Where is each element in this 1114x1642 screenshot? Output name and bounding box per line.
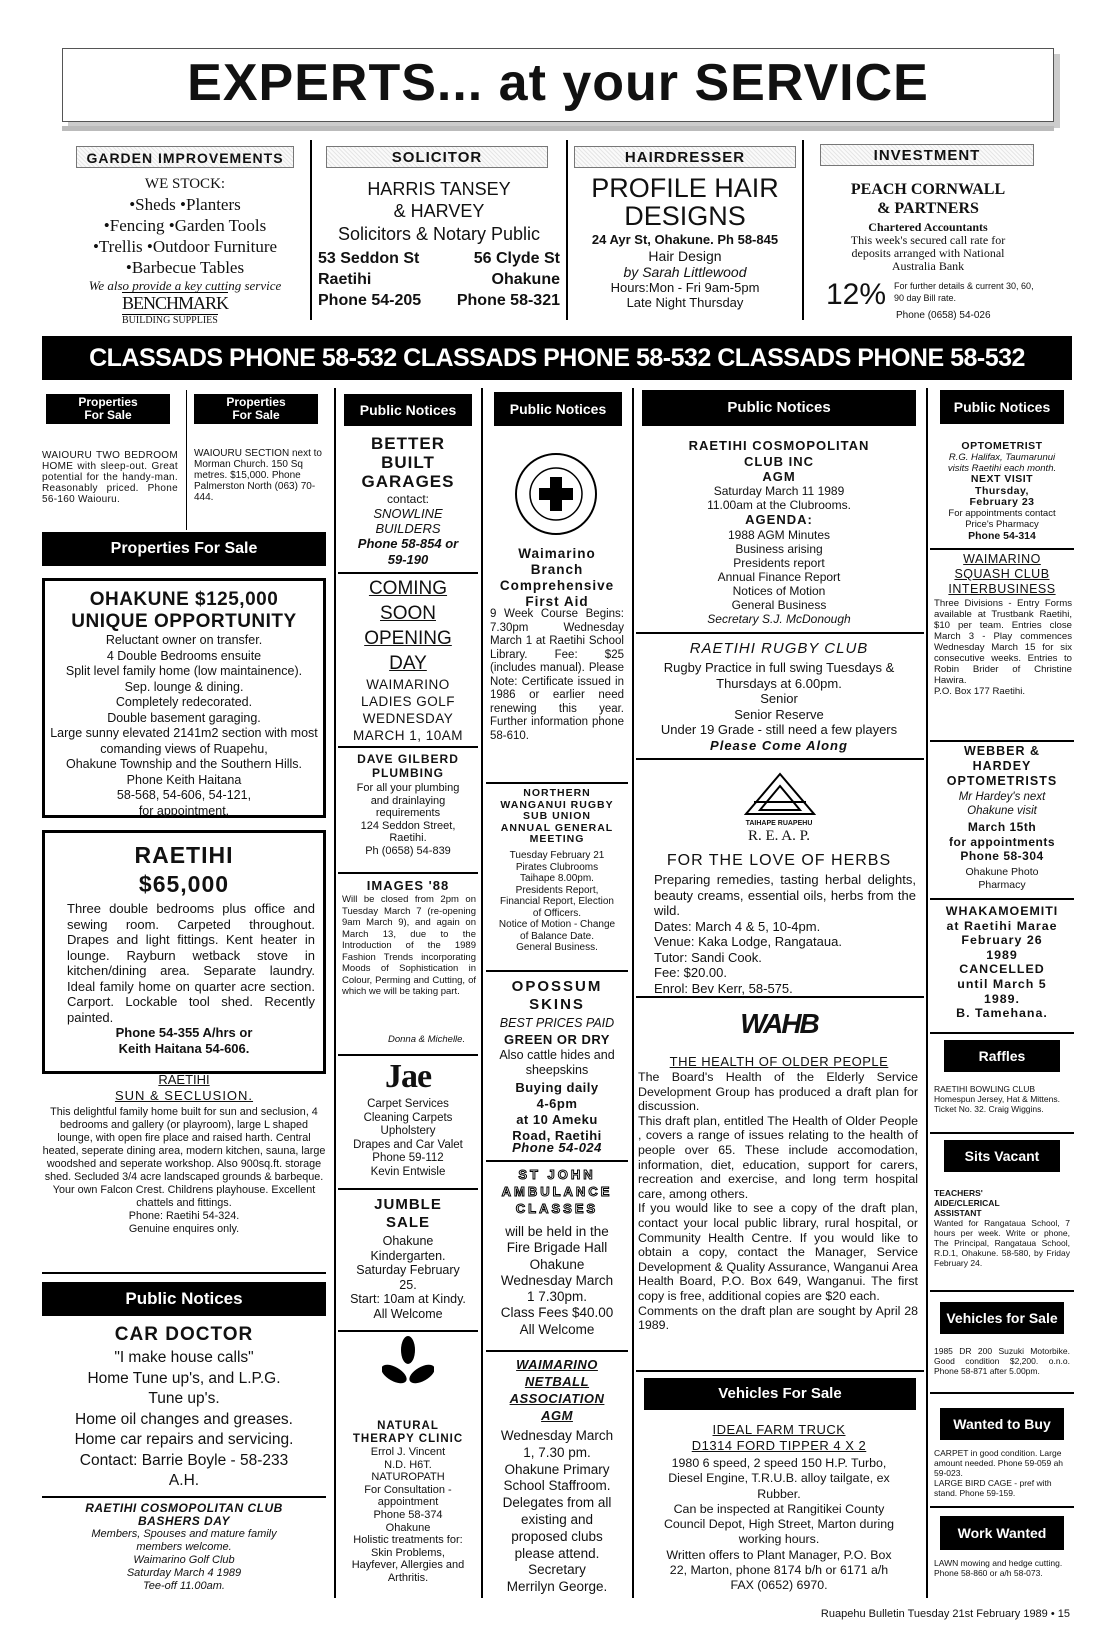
divider bbox=[486, 782, 628, 784]
reap-title: FOR THE LOVE OF HERBS bbox=[666, 852, 892, 869]
suzuki-body: 1985 DR 200 Suzuki Motorbike. Good condition $2,200. o.n.o. Phone 58-871 after 5.00pm. bbox=[934, 1346, 1070, 1376]
divider bbox=[930, 740, 1074, 742]
section-header-label: Public Notices bbox=[125, 1289, 243, 1309]
divider bbox=[636, 1370, 924, 1372]
header-strip bbox=[62, 126, 1054, 131]
redcross-body: 9 Week Course Begins: 7.30pm Wednesday March 1 at Raetihi School Library. Fee: $25 (includes manual). Please Note: Certificate issued in 1986 or earlier need renewing this year. Further information phone 58-610. bbox=[490, 608, 624, 742]
page-footer: Ruapehu Bulletin Tuesday 21st February 1989 • 15 bbox=[820, 1608, 1070, 1620]
seclusion-title2: SUN & SECLUSION. bbox=[114, 1088, 254, 1103]
section-header-vehicles bbox=[940, 1302, 1064, 1334]
section-header-properties: Properties For Sale bbox=[46, 394, 170, 424]
health-body: The Board's Health of the Elderly Service Development Group has produced a draft plan for discussion. This draft plan, entitled The Health of Older People , covers a range of issues relating to the health of people over 65. These include accomodation, information, diet, education, support for carers, recreation and exercise, and long term hospital care, among others. If you would like to see a copy of the draft plan, contact your local public library, rural hospital, or Community Health Centre. If you would like to obtain a copy, contact the Manager, Service Development & Quality Assurance, Wanganui Area Health Board, P.O. Box 649, Wanganui. The first copy is free, additional copies are $20 each. Comments on the draft plan are sought by April 28 1989. bbox=[638, 1070, 918, 1333]
column-rule bbox=[481, 388, 483, 1598]
therapy-title: NATURAL THERAPY CLINIC bbox=[352, 1420, 464, 1445]
divider bbox=[338, 872, 478, 874]
divider bbox=[930, 1132, 1074, 1134]
carpet-body: CARPET in good condition. Large amount needed. Phone 59-059 ah 59-023. bbox=[934, 1448, 1064, 1478]
section-header-label: Sits Vacant bbox=[964, 1147, 1040, 1164]
section-header-label: Public Notices bbox=[359, 401, 457, 418]
stjohn-body: will be held in the Fire Brigade Hall Ohakune Wednesday March 1 7.30pm. Class Fees $40.00 All Welcome bbox=[500, 1224, 614, 1337]
cosmo-secretary: Secretary S.J. McDonough bbox=[707, 612, 851, 626]
section-header-public-notices bbox=[642, 390, 916, 426]
section-header-properties bbox=[42, 532, 326, 566]
garden-service: We also provide a key cutting service bbox=[88, 278, 282, 293]
squash-body: Three Divisions - Entry Forms available at Trustbank Raetihi, $10 per team. Entries close March 3 - Play commences Wednesday March 15 for six consecutive weeks. Entries to Robin Brider of Christine Hawira. P.O. Box 177 Raetihi. bbox=[934, 598, 1072, 697]
cosmo-title: RAETIHI COSMOPOLITAN CLUB INC AGM bbox=[688, 438, 870, 484]
section-header-public-notices bbox=[344, 394, 472, 426]
wahb-logo: WAHB bbox=[740, 1008, 818, 1039]
images-body: Will be closed from 2pm on Tuesday March 7 (re-opening 9am March 9), and again on March 13, due to the Introduction of the 1989 Fashion Trends incorporating Moods of Sophistication in Colour, Perming and Cutting, of which we will be taking part. bbox=[342, 894, 476, 997]
opossum-body1: GREEN OR DRY bbox=[504, 1032, 610, 1047]
solicitor-heading: SOLICITOR bbox=[326, 146, 548, 168]
ohakune-ad bbox=[42, 578, 326, 818]
truck-title: IDEAL FARM TRUCK D1314 FORD TIPPER 4 X 2 bbox=[691, 1422, 867, 1453]
section-header-label: Vehicles for Sale bbox=[946, 1309, 1058, 1326]
investment-heading: INVESTMENT bbox=[820, 144, 1034, 166]
opossum-body3: Buying daily 4-6pm at 10 Ameku Road, Raetihi bbox=[512, 1080, 602, 1143]
column-rule bbox=[926, 388, 928, 1598]
hairdresser-body: Hair Design bbox=[648, 248, 722, 264]
divider bbox=[930, 548, 1074, 550]
garden-heading: GARDEN IMPROVEMENTS bbox=[76, 146, 294, 168]
seclusion-body: This delightful family home built for sun and seclusion, 4 bedrooms and gallery (or playroom), large L shaped lounge, with open fire place and raised harth. Central heated, seperate dining area, modern kitchen, sauna, large woodshed and seperate workshop. Also 900sq.ft. storage shed. Secluded 3/4 acre landscaped grounds & barbeque. Your own Falcon Crest. Childrens playhouse. Excellent chattels and fittings. Phone: Raetihi 54-324. Genuine enquires only. bbox=[42, 1106, 326, 1235]
red-cross-seal-icon bbox=[514, 452, 598, 536]
reap-logo: R. E. A. P. bbox=[747, 828, 811, 844]
images-title: IMAGES '88 bbox=[366, 878, 450, 893]
images-signature: Donna & Michelle. bbox=[388, 1034, 466, 1045]
garden-ad bbox=[70, 140, 300, 330]
divider bbox=[930, 1392, 1074, 1394]
hairdresser-hours: Hours:Mon - Fri 9am-5pm Late Night Thursday bbox=[610, 280, 760, 310]
hairdresser-ad bbox=[574, 140, 796, 320]
seclusion-title: RAETIHI bbox=[158, 1072, 210, 1087]
divider bbox=[338, 746, 478, 748]
hairdresser-name: PROFILE HAIR DESIGNS bbox=[591, 173, 779, 231]
section-header-label: Public Notices bbox=[727, 399, 831, 417]
plumbing-title: DAVE GILBERD PLUMBING bbox=[357, 752, 459, 780]
divider bbox=[310, 140, 312, 320]
divider bbox=[930, 898, 1074, 900]
birdcage-body: LARGE BIRD CAGE - pref with stand. Phone 59-159. bbox=[934, 1478, 1052, 1498]
garages-name: SNOWLINE BUILDERS bbox=[373, 506, 443, 536]
hairdresser-by: by Sarah Littlewood bbox=[623, 264, 747, 280]
divider bbox=[930, 1290, 1074, 1292]
section-header-sits-vacant bbox=[944, 1140, 1060, 1172]
investment-ad bbox=[812, 140, 1044, 330]
raetihi-ad bbox=[42, 830, 326, 1074]
section-header-properties: Properties For Sale bbox=[194, 394, 318, 424]
section-header-label: Work Wanted bbox=[957, 1524, 1047, 1541]
divider bbox=[930, 1032, 1074, 1034]
section-header-label: Vehicles For Sale bbox=[718, 1385, 842, 1403]
marae-body: WHAKAMOEMITI at Raetihi Marae February 26 1989 CANCELLED until March 5 1989. B. Tamehana. bbox=[945, 904, 1059, 1021]
solicitor-firm: HARRIS TANSEY & HARVEY bbox=[367, 179, 511, 221]
divider bbox=[338, 1330, 478, 1332]
garden-stock-label: WE STOCK: bbox=[144, 176, 226, 192]
section-header-public-notices bbox=[494, 392, 622, 426]
classads-banner bbox=[42, 336, 1072, 380]
investment-phone: Phone (0658) 54-026 bbox=[896, 310, 991, 321]
therapy-body: Errol J. Vincent N.D. H6T. NATUROPATH For Consultation - appointment Phone 58-374 Ohakune Holistic treatments for: Skin Problems, Hayfever, Allergies and Arthritis. bbox=[351, 1446, 465, 1584]
opossum-body2: Also cattle hides and sheepskins bbox=[499, 1048, 615, 1077]
car-doctor-title: CAR DOCTOR bbox=[114, 1324, 254, 1345]
health-title: THE HEALTH OF OLDER PEOPLE bbox=[669, 1054, 889, 1069]
rugby-agm-body: Tuesday February 21 Pirates Clubrooms Taihape 8.00pm. Presidents Report, Financial Report, Election of Officers. Notice of Motion - Change of Balance Date. General Business. bbox=[498, 850, 616, 953]
divider bbox=[42, 1496, 326, 1498]
garages-contact: contact: bbox=[386, 492, 430, 506]
divider bbox=[338, 1054, 478, 1056]
raetihi-title: RAETIHI $65,000 bbox=[134, 842, 234, 897]
ohakune-body: Reluctant owner on transfer. 4 Double Bedrooms ensuite Split level family home (low maintainence). Sep. lounge & dining. Completely redecorated. Double basement garaging. Large sunny elevated 2141m2 section with most comanding views of Ruapehu, Ohakune Township and the Southern Hills. Phone Keith Haitana 58-568, 54-606, 54-121, for appointment. bbox=[50, 633, 318, 818]
section-header-label: Properties For Sale bbox=[110, 539, 258, 557]
classads-banner-text: CLASSADS PHONE 58-532 CLASSADS PHONE 58-532 CLASSADS PHONE 58-532 bbox=[89, 344, 1025, 372]
jae-body: Carpet Services Cleaning Carpets Upholstery Drapes and Car Valet Phone 59-112 Kevin Entwisle bbox=[353, 1098, 463, 1178]
page-title: EXPERTS... at your SERVICE bbox=[187, 54, 929, 112]
optometrist-body: R.G. Halifax, Taumarunui visits Raetihi each month. bbox=[947, 452, 1057, 474]
divider bbox=[566, 140, 568, 320]
golf-body: WAIMARINO LADIES GOLF WEDNESDAY MARCH 1, 10AM bbox=[352, 677, 464, 743]
divider bbox=[338, 572, 478, 574]
garden-items: •Sheds •Planters •Fencing •Garden Tools •Trellis •Outdoor Furniture •Barbecue Tables bbox=[92, 195, 278, 277]
optometrist-next: NEXT VISIT Thursday, February 23 bbox=[969, 473, 1035, 508]
solicitor-ad bbox=[318, 140, 560, 320]
cosmo-items: 1988 AGM Minutes Business arising Presidents report Annual Finance Report Notices of Motion General Business bbox=[717, 528, 841, 612]
section-header-label: Public Notices bbox=[509, 400, 607, 417]
rugbyclub-come: Please Come Along bbox=[710, 738, 848, 753]
lawn-body: LAWN mowing and hedge cutting. Phone 58-860 or a/h 58-073. bbox=[934, 1558, 1063, 1578]
cosmo-date: Saturday March 11 1989 11.00am at the Clubrooms. bbox=[707, 484, 851, 512]
divider bbox=[186, 390, 187, 530]
section-header-vehicles bbox=[644, 1378, 916, 1410]
rugby-agm-title: NORTHERN WANGANUI RUGBY SUB UNION ANNUAL GENERAL MEETING bbox=[500, 787, 614, 845]
investment-sub: Chartered Accountants bbox=[868, 220, 988, 234]
reap-body: Preparing remedies, tasting herbal delights, beauty creams, essential oils, herbs from the wild. Dates: March 4 & 5, 10-4pm. Venue: Kaka Lodge, Rangataua. Tutor: Sandi Cook. Fee: $20.00. Enrol: Bev Kerr, 58-575. bbox=[654, 872, 916, 996]
divider bbox=[636, 758, 924, 760]
therapy-logo-icon bbox=[382, 1336, 434, 1396]
divider bbox=[636, 632, 924, 634]
squash-title: WAIMARINO SQUASH CLUB INTERBUSINESS bbox=[948, 552, 1056, 596]
truck-body: 1980 6 speed, 2 speed 150 H.P. Turbo, Diesel Engine, T.R.U.B. alloy tailgate, ex Rubber. Can be inspected at Rangitikei County Council Depot, High Street, Marton during working hours. Written offers to Plant Manager, P.O. Box 22, Marton, phone 8174 b/h or 6171 a/h FAX (0652) 6970. bbox=[663, 1456, 895, 1593]
section-header-label: Wanted to Buy bbox=[953, 1415, 1051, 1432]
netball-body: Wednesday March 1, 7.30 pm. Ohakune Primary School Staffroom. Delegates from all existing and proposed clubs please attend. Secretary Merrilyn George. bbox=[500, 1428, 614, 1595]
optometrist-title: OPTOMETRIST bbox=[961, 440, 1043, 452]
webber-date: March 15th for appointments Phone 58-304 bbox=[949, 820, 1055, 863]
raffles-body: RAETIHI BOWLING CLUB Homespun Jersey, Hat & Mittens. Ticket No. 32. Craig Wiggins. bbox=[934, 1084, 1060, 1114]
divider bbox=[42, 1272, 326, 1274]
optometrist-phone: Phone 54-314 bbox=[968, 530, 1036, 542]
teachers-body: Wanted for Rangataua School, 7 hours per week. Write or phone, The Principal, Rangataua School, R.D.1, Ohakune. 58-580, by Friday February 24. bbox=[934, 1218, 1070, 1268]
divider bbox=[486, 1160, 628, 1162]
section-header-raffles bbox=[944, 1040, 1060, 1072]
cosmo-agenda: AGENDA: bbox=[745, 512, 813, 527]
divider bbox=[636, 996, 924, 998]
webber-visit: Mr Hardey's next Ohakune visit bbox=[958, 791, 1046, 817]
jumble-body: Ohakune Kindergarten. Saturday February 25. Start: 10am at Kindy. All Welcome bbox=[350, 1234, 466, 1321]
investment-rate: 12% bbox=[826, 278, 887, 311]
hairdresser-heading: HAIRDRESSER bbox=[574, 146, 796, 168]
seclusion-ad bbox=[42, 1072, 326, 1262]
hairdresser-address: 24 Ayr St, Ohakune. Ph 58-845 bbox=[591, 232, 779, 247]
divider bbox=[930, 1506, 1074, 1508]
section-header-work-wanted bbox=[940, 1516, 1064, 1550]
raetihi-body: Three double bedrooms plus office and sewing room. Carpeted throughout. Drapes and light fittings. Kent heater in lounge. Rayburn wetback stove in kitchen/dining area. Separate laundry. Ideal family home on quarter acre section. Carport. Lockable tool shed. Recently painted. bbox=[67, 901, 315, 1025]
section-header-label: Raffles bbox=[978, 1047, 1026, 1064]
car-doctor-body: "I make house calls" Home Tune up's, and L.P.G. Tune up's. Home oil changes and greases. Home car repairs and servicing. Contact: Barrie Boyle - 58-233 A.H. bbox=[74, 1349, 294, 1489]
garden-brand-sub: BUILDING SUPPLIES bbox=[122, 315, 218, 326]
opossum-phone: Phone 54-024 bbox=[512, 1140, 602, 1155]
reap-logo-sub: TAIHAPE RUAPEHU bbox=[745, 820, 813, 827]
raetihi-phone: Phone 54-355 A/hrs or Keith Haitana 54-606. bbox=[115, 1025, 253, 1056]
garages-phone: Phone 58-854 or 59-190 bbox=[357, 536, 459, 567]
rugbyclub-title: RAETIHI RUGBY CLUB bbox=[689, 640, 869, 657]
divider bbox=[486, 1350, 628, 1352]
optometrist-appt: For appointments contact Price's Pharmacy bbox=[948, 508, 1056, 530]
waiouru-section-ad: WAIOURU SECTION next to Morman Church. 150 Sq metres. $15,000. Phone Palmerston North (063) 70-444. bbox=[194, 448, 322, 503]
bashers-title: RAETIHI COSMOPOLITAN CLUB BASHERS DAY bbox=[85, 1501, 283, 1528]
column-rule bbox=[334, 388, 336, 1598]
bashers-body: Members, Spouses and mature family members welcome. Waimarino Golf Club Saturday March 4 1989 Tee-off 11.00am. bbox=[91, 1528, 277, 1592]
solicitor-left: 53 Seddon St Raetihi Phone 54-205 bbox=[318, 250, 422, 309]
investment-body: This week's secured call rate for deposits arranged with National Australia Bank bbox=[850, 233, 1006, 273]
opossum-sub: BEST PRICES PAID bbox=[499, 1016, 615, 1030]
garden-brand: BENCHMARK bbox=[122, 293, 229, 313]
webber-where: Ohakune Photo Pharmacy bbox=[965, 866, 1039, 891]
investment-firm: PEACH CORNWALL & PARTNERS bbox=[850, 181, 1006, 217]
opossum-title: OPOSSUM SKINS bbox=[511, 978, 603, 1013]
investment-rate-note: For further details & current 30, 60, 90 day Bill rate. bbox=[894, 281, 1034, 303]
jae-logo: Jae bbox=[384, 1058, 432, 1095]
teachers-title: TEACHERS' AIDE/CLERICAL ASSISTANT bbox=[934, 1188, 1000, 1218]
reap-logo-icon bbox=[744, 772, 816, 816]
waiouru-home-ad: WAIOURU TWO BEDROOM HOME with sleep-out. Great potential for the handy-man. Reasonably priced. Phone 56-160 Waiouru. bbox=[42, 450, 178, 505]
solicitor-desc: Solicitors & Notary Public bbox=[337, 224, 541, 244]
netball-title: WAIMARINO NETBALL ASSOCIATION AGM bbox=[509, 1357, 605, 1423]
section-header-wanted bbox=[940, 1408, 1064, 1440]
webber-title: WEBBER & HARDEY OPTOMETRISTS bbox=[946, 744, 1058, 788]
header-box bbox=[62, 48, 1054, 122]
section-header-label: Public Notices bbox=[953, 398, 1051, 415]
divider bbox=[338, 1188, 478, 1190]
plumbing-body: For all your plumbing and drainlaying requirements 124 Seddon Street, Raetihi. Ph (0658) 54-839 bbox=[356, 782, 460, 857]
golf-title: COMING SOON OPENING DAY bbox=[364, 578, 452, 674]
garages-title: BETTER BUILT GARAGES bbox=[361, 434, 455, 491]
solicitor-right: 56 Clyde St Ohakune Phone 58-321 bbox=[456, 250, 560, 309]
section-header-public-notices bbox=[940, 390, 1064, 424]
rugbyclub-body: Rugby Practice in full swing Tuesdays & Thursdays at 6.00pm. Senior Senior Reserve Under 19 Grade - still need a few players bbox=[660, 660, 898, 737]
redcross-title: Waimarino Branch Comprehensive First Aid bbox=[499, 546, 615, 609]
stjohn-title: ST JOHN AMBULANCE CLASSES bbox=[501, 1167, 613, 1216]
column-rule bbox=[632, 388, 634, 1598]
divider bbox=[802, 140, 804, 320]
jumble-title: JUMBLE SALE bbox=[374, 1196, 442, 1231]
ohakune-title: OHAKUNE $125,000 UNIQUE OPPORTUNITY bbox=[71, 589, 297, 632]
divider bbox=[486, 970, 628, 972]
section-header-public-notices bbox=[42, 1282, 326, 1316]
